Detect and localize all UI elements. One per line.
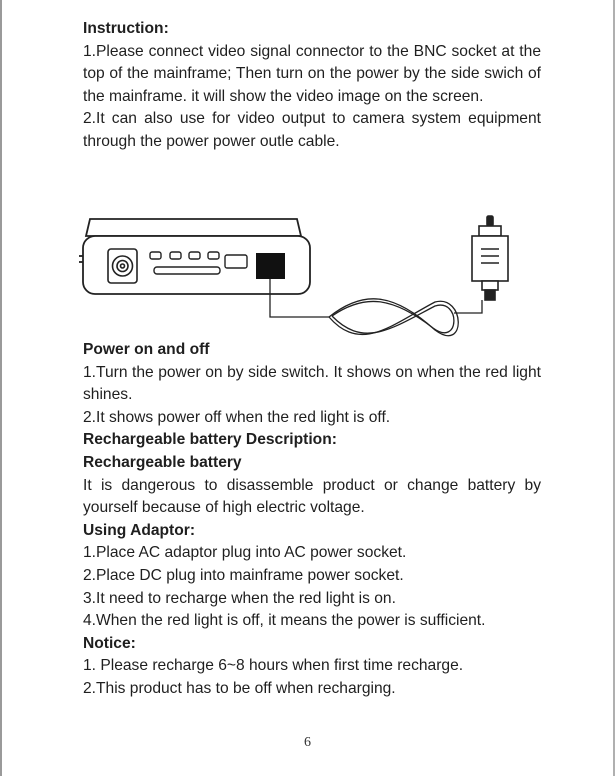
power-socket xyxy=(256,253,285,279)
notice-heading: Notice: xyxy=(83,634,136,652)
adaptor-heading: Using Adaptor: xyxy=(83,521,196,539)
adaptor-item-4: 4.When the red light is off, it means the power is sufficient. xyxy=(83,612,486,630)
bnc-socket-icon xyxy=(108,249,137,283)
camera-connector-icon xyxy=(472,216,508,300)
adaptor-item-1: 1.Place AC adaptor plug into AC power socket. xyxy=(83,544,407,562)
notice-item-1: 1. Please recharge 6~8 hours when first time recharge. xyxy=(83,657,464,675)
power-item-1: 1.Turn the power on by side switch. It shows on when the red light shines. xyxy=(83,363,541,404)
battery-heading: Rechargeable battery Description: xyxy=(83,431,337,449)
notice-item-2: 2.This product has to be off when recharging. xyxy=(83,679,396,697)
power-item-2: 2.It shows power off when the red light is off. xyxy=(83,408,391,426)
adaptor-item-2: 2.Place DC plug into mainframe power socket. xyxy=(83,566,404,584)
instruction-heading: Instruction: xyxy=(83,20,169,37)
connection-diagram xyxy=(75,212,545,347)
instruction-item-1: 1.Please connect video signal connector to the BNC socket at the top of the mainframe; Then turn on the power by the side swich of the mainframe. it will show the video image on the screen. xyxy=(83,42,541,105)
battery-text: It is dangerous to disassemble product or change battery by yourself because of high electric voltage. xyxy=(83,476,541,517)
instruction-section xyxy=(83,18,541,154)
page-number: 6 xyxy=(304,735,311,750)
power-and-battery-section xyxy=(83,339,541,701)
power-heading: Power on and off xyxy=(83,341,210,358)
battery-subheading: Rechargeable battery xyxy=(83,453,242,471)
adaptor-item-3: 3.It need to recharge when the red light is on. xyxy=(83,589,396,607)
instruction-item-2: 2.It can also use for video output to camera system equipment through the power power outle cable. xyxy=(83,110,541,150)
page-edge-left xyxy=(0,0,2,776)
